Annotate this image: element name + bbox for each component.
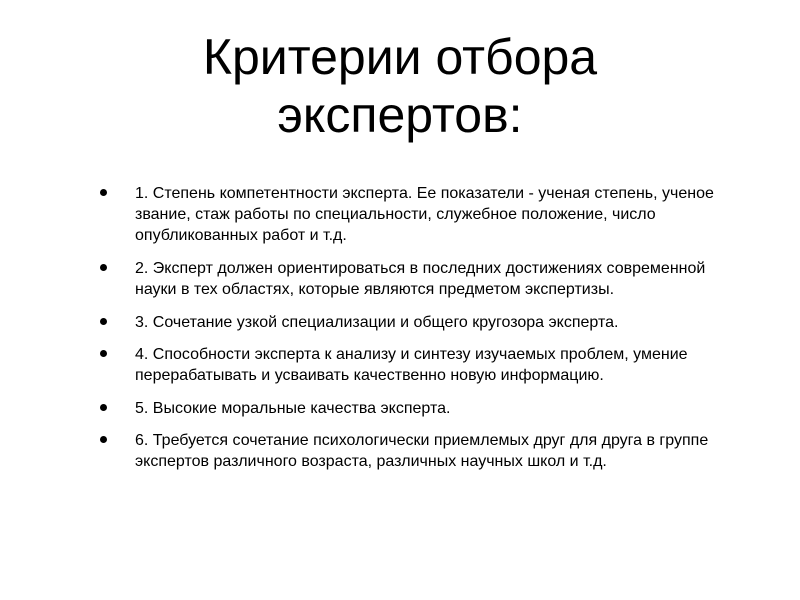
bullet-dot-icon — [100, 404, 107, 411]
slide-title-line-2: экспертов: — [277, 87, 523, 143]
bullet-dot-icon — [100, 189, 107, 196]
bullet-text-6: 6. Требуется сочетание психологически приемлемых друг для друга в группе экспертов различного возраста, различных научных школ и т.д. — [135, 432, 709, 470]
bullet-item-5 — [100, 398, 720, 419]
bullet-item-2 — [100, 258, 720, 300]
bullet-text-1: 1. Степень компетентности эксперта. Ее показатели - ученая степень, ученое звание, стаж работы по специальности, служебное положение, число опубликованных работ и т.д. — [135, 185, 714, 244]
bullet-dot-icon — [100, 318, 107, 325]
bullet-item-1 — [100, 183, 720, 246]
bullet-dot-icon — [100, 350, 107, 357]
bullet-text-5: 5. Высокие моральные качества эксперта. — [135, 400, 451, 417]
bullet-text-4: 4. Способности эксперта к анализу и синтезу изучаемых проблем, умение перерабатывать и усваивать качественно новую информацию. — [135, 346, 688, 384]
bullet-item-6 — [100, 430, 720, 472]
bullet-text-2: 2. Эксперт должен ориентироваться в последних достижениях современной науки в тех областях, которые являются предметом экспертизы. — [135, 260, 706, 298]
bullet-dot-icon — [100, 264, 107, 271]
bullet-item-3 — [100, 312, 720, 333]
bullet-dot-icon — [100, 436, 107, 443]
slide-title — [60, 28, 740, 144]
bullet-item-4 — [100, 344, 720, 386]
bullet-list — [100, 183, 720, 484]
bullet-text-3: 3. Сочетание узкой специализации и общего кругозора эксперта. — [135, 314, 619, 331]
slide-title-line-1: Критерии отбора — [202, 29, 598, 85]
